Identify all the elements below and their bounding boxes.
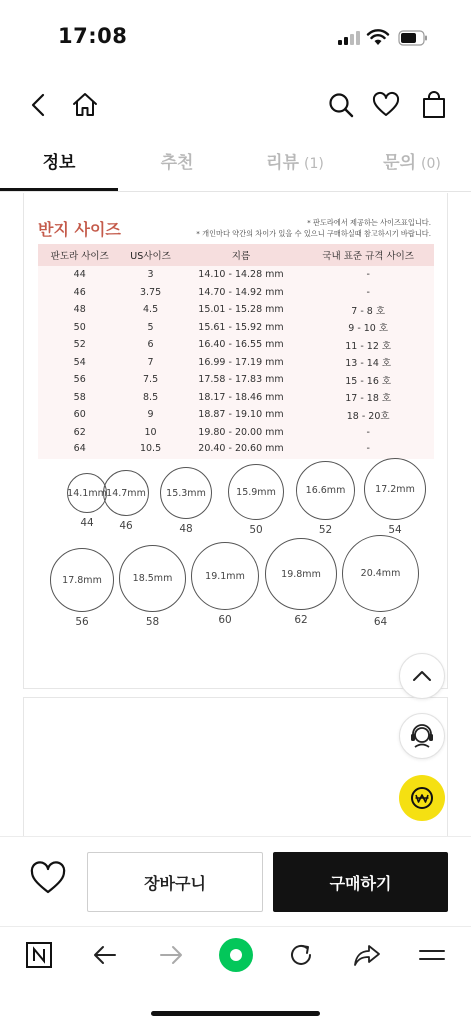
size-table — [38, 244, 434, 459]
ring-size-label: 46 — [119, 520, 133, 532]
ring-circle: 14.7mm — [103, 470, 149, 516]
table-cell: 3.75 — [121, 284, 179, 302]
ring-size-label: 54 — [388, 524, 402, 536]
ring-size-item — [265, 538, 337, 626]
wifi-icon — [366, 28, 390, 46]
table-cell: 7 - 8 호 — [302, 301, 434, 319]
content-card — [23, 697, 448, 837]
wishlist-heart-icon[interactable] — [28, 859, 68, 899]
table-cell: 17.58 - 17.83 mm — [180, 371, 303, 389]
customer-support-button[interactable] — [399, 713, 445, 759]
table-cell: 52 — [38, 336, 121, 354]
table-cell: 14.10 - 14.28 mm — [180, 266, 303, 284]
table-cell: 18 - 20호 — [302, 406, 434, 424]
ring-size-label: 62 — [294, 614, 308, 626]
table-cell: 62 — [38, 424, 121, 442]
won-pay-icon — [409, 785, 435, 811]
headset-agent-icon — [406, 720, 438, 752]
table-cell: 58 — [38, 389, 121, 407]
table-cell: 18.17 - 18.46 mm — [180, 389, 303, 407]
table-row — [38, 441, 434, 459]
ring-size-item — [364, 458, 426, 536]
ring-circle: 16.6mm — [296, 461, 355, 520]
ring-size-label: 44 — [80, 517, 94, 529]
ring-size-label: 60 — [218, 614, 232, 626]
arrow-right-icon[interactable] — [156, 940, 186, 970]
table-cell: 48 — [38, 301, 121, 319]
ring-size-label: 48 — [179, 523, 193, 535]
ring-size-label: 50 — [249, 524, 263, 536]
back-icon[interactable] — [24, 90, 54, 120]
column-header: US사이즈 — [121, 244, 179, 266]
ring-size-item — [160, 467, 212, 535]
size-chart-image — [23, 193, 448, 689]
tab-label: 추천 — [160, 153, 194, 173]
shopping-bag-icon[interactable] — [419, 90, 449, 120]
table-cell: 64 — [38, 441, 121, 459]
size-table-header — [38, 244, 434, 266]
table-row — [38, 424, 434, 442]
ring-size-item — [119, 545, 186, 628]
ring-size-item — [342, 535, 419, 628]
table-cell: 54 — [38, 354, 121, 372]
table-cell: 14.70 - 14.92 mm — [180, 284, 303, 302]
table-cell: 15.61 - 15.92 mm — [180, 319, 303, 337]
menu-icon[interactable] — [417, 940, 447, 970]
search-icon[interactable] — [326, 90, 356, 120]
ring-size-item — [103, 470, 149, 532]
tab-recommend[interactable] — [118, 148, 236, 173]
table-row — [38, 336, 434, 354]
table-cell: 7.5 — [121, 371, 179, 389]
size-chart-title: 반지 사이즈 — [38, 220, 121, 239]
purchase-bar — [0, 836, 471, 926]
table-cell: 56 — [38, 371, 121, 389]
home-icon[interactable] — [70, 90, 100, 120]
table-row — [38, 354, 434, 372]
table-cell: 60 — [38, 406, 121, 424]
arrow-left-icon[interactable] — [90, 940, 120, 970]
ring-size-label: 52 — [318, 524, 333, 536]
table-cell: 6 — [121, 336, 179, 354]
table-cell: - — [302, 424, 434, 442]
table-cell: 16.40 - 16.55 mm — [180, 336, 303, 354]
table-cell: 20.40 - 20.60 mm — [180, 441, 303, 459]
table-cell: 46 — [38, 284, 121, 302]
ring-circle: 19.1mm — [191, 542, 259, 610]
ring-size-item — [67, 473, 107, 529]
table-row — [38, 389, 434, 407]
table-row — [38, 301, 434, 319]
buy-now-button[interactable]: 구매하기 — [273, 852, 448, 912]
chevron-up-icon — [410, 664, 434, 688]
ring-circle: 15.9mm — [228, 464, 284, 520]
tab-reviews[interactable] — [236, 148, 354, 173]
scroll-top-button[interactable] — [399, 653, 445, 699]
tab-count: (1) — [304, 156, 324, 172]
table-row — [38, 319, 434, 337]
tab-label: 정보 — [42, 153, 76, 173]
ring-circle: 14.1mm — [67, 473, 107, 513]
table-cell: 7 — [121, 354, 179, 372]
table-cell: 15.01 - 15.28 mm — [180, 301, 303, 319]
table-cell: 17 - 18 호 — [302, 389, 434, 407]
battery-icon — [398, 30, 428, 46]
table-cell: 16.99 - 17.19 mm — [180, 354, 303, 372]
table-cell: 19.80 - 20.00 mm — [180, 424, 303, 442]
tab-info[interactable] — [0, 148, 118, 173]
table-cell: 44 — [38, 266, 121, 284]
heart-icon[interactable] — [371, 90, 401, 120]
ring-size-label: 64 — [373, 616, 388, 628]
ring-circle: 17.8mm — [50, 548, 114, 612]
tab-inquiry[interactable] — [353, 148, 471, 173]
ring-circle: 15.3mm — [160, 467, 212, 519]
product-tabs — [0, 140, 471, 192]
table-cell: 18.87 - 19.10 mm — [180, 406, 303, 424]
table-row — [38, 284, 434, 302]
table-cell: - — [302, 266, 434, 284]
table-row — [38, 371, 434, 389]
active-tab-indicator — [0, 188, 118, 191]
naver-n-icon[interactable] — [24, 940, 54, 970]
column-header: 국내 표준 규격 사이즈 — [302, 244, 434, 266]
ring-size-label: 56 — [75, 616, 89, 628]
tab-count: (0) — [421, 156, 441, 172]
tab-label: 리뷰 — [266, 153, 299, 173]
size-chart-note: * 판도라에서 제공하는 사이즈표입니다. — [307, 218, 431, 227]
ring-size-item — [191, 542, 259, 626]
ring-circle: 17.2mm — [364, 458, 426, 520]
size-chart-notes — [196, 217, 431, 239]
ring-circle: 19.8mm — [265, 538, 337, 610]
ring-size-label: 58 — [145, 616, 160, 628]
table-cell: 9 - 10 호 — [302, 319, 434, 337]
table-cell: 10.5 — [121, 441, 179, 459]
ring-circle: 18.5mm — [119, 545, 186, 612]
table-row — [38, 266, 434, 284]
reload-icon[interactable] — [286, 940, 316, 970]
cellular-signal-icon — [338, 31, 362, 45]
green-dot-icon[interactable] — [219, 938, 253, 972]
table-cell: 15 - 16 호 — [302, 371, 434, 389]
column-header: 지름 — [180, 244, 303, 266]
table-cell: 11 - 12 호 — [302, 336, 434, 354]
ring-size-guide — [24, 473, 448, 673]
table-cell: 5 — [121, 319, 179, 337]
table-cell: 3 — [121, 266, 179, 284]
size-chart-note: * 개인마다 약간의 차이가 있을 수 있으니 구매하실때 참고하시기 바랍니다. — [196, 229, 431, 238]
ring-size-item — [228, 464, 284, 536]
ring-size-item — [50, 548, 114, 628]
status-bar — [0, 0, 471, 70]
add-to-cart-button[interactable]: 장바구니 — [87, 852, 263, 912]
table-cell: 10 — [121, 424, 179, 442]
tab-label: 문의 — [383, 153, 416, 173]
table-cell: 8.5 — [121, 389, 179, 407]
share-icon[interactable] — [352, 940, 382, 970]
table-cell: 50 — [38, 319, 121, 337]
table-cell: 4.5 — [121, 301, 179, 319]
top-navigation — [0, 80, 471, 130]
ring-circle: 20.4mm — [342, 535, 419, 612]
table-cell: 9 — [121, 406, 179, 424]
table-cell: 13 - 14 호 — [302, 354, 434, 372]
column-header: 판도라 사이즈 — [38, 244, 121, 266]
ring-size-item — [296, 461, 355, 536]
table-cell: - — [302, 284, 434, 302]
pay-button[interactable] — [399, 775, 445, 821]
status-time: 17:08 — [58, 24, 128, 48]
table-row — [38, 406, 434, 424]
table-cell: - — [302, 441, 434, 459]
browser-toolbar — [0, 926, 471, 1024]
home-indicator — [151, 1011, 320, 1016]
